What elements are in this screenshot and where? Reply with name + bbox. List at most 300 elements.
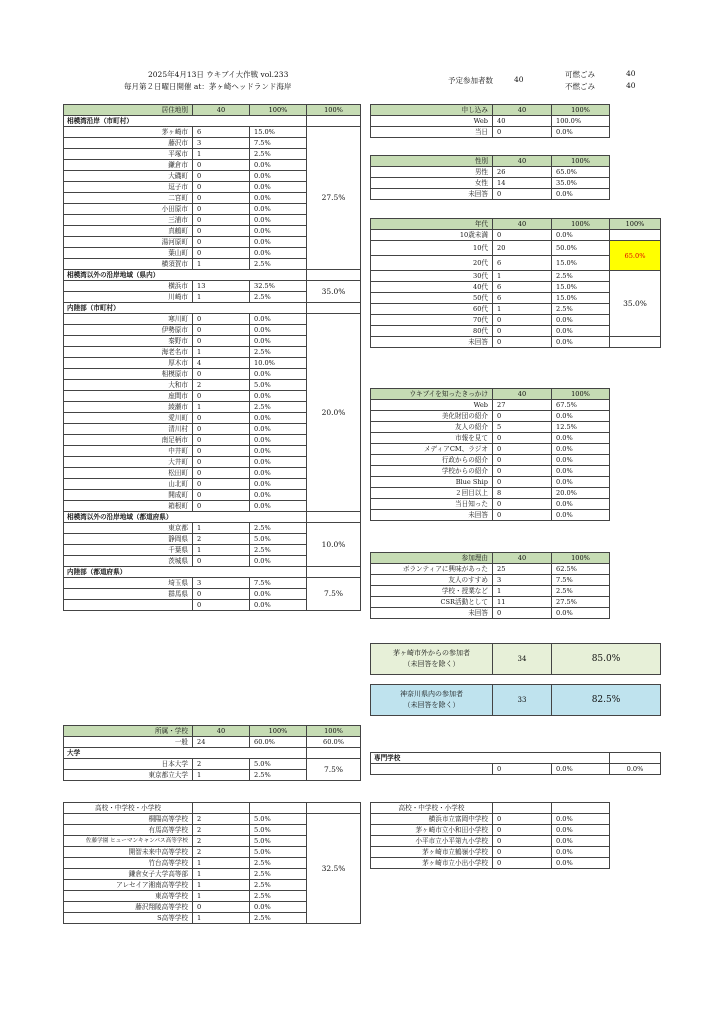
header-spacer — [552, 803, 610, 814]
region-pct: 0.0% — [250, 457, 307, 468]
region-name: 伊勢原市 — [64, 325, 193, 336]
header-cell: 居住地別 — [64, 105, 193, 116]
item-count: 40 — [493, 116, 552, 127]
burnable-value: 40 — [626, 69, 636, 78]
age-count: 0 — [493, 326, 552, 337]
region-name: 山北町 — [64, 479, 193, 490]
item-label: 未回答 — [371, 510, 493, 521]
header-spacer — [307, 803, 361, 814]
region-count: 0 — [193, 556, 250, 567]
header-cell: 100% — [552, 553, 610, 564]
item-count: 11 — [493, 597, 552, 608]
table-row — [64, 512, 361, 523]
school-count: 0 — [493, 814, 552, 825]
age-pct: 2.5% — [552, 304, 610, 315]
header-row — [371, 156, 610, 167]
gender-table — [370, 155, 610, 200]
age-pct: 0.0% — [552, 230, 610, 241]
reason-table — [370, 552, 610, 619]
vocational-name — [371, 764, 493, 775]
header-cell: 40 — [493, 389, 552, 400]
item-count: 0 — [493, 608, 552, 619]
header-row — [371, 389, 610, 400]
item-label: 行政からの紹介 — [371, 455, 493, 466]
university-total: 7.5% — [307, 759, 361, 781]
age-count: 0 — [493, 337, 552, 348]
table-row — [64, 814, 361, 825]
table-row — [371, 422, 610, 433]
item-count: 0 — [493, 433, 552, 444]
region-pct: 0.0% — [250, 435, 307, 446]
table-row — [64, 127, 361, 138]
age-table — [370, 218, 661, 348]
region-name: 厚木市 — [64, 358, 193, 369]
table-row — [64, 314, 361, 325]
school-name: 茅ヶ崎市立鶴嶺小学校 — [371, 847, 493, 858]
age-label: 10代 — [371, 241, 493, 256]
age-count: 0 — [493, 315, 552, 326]
table-row — [371, 178, 610, 189]
region-count: 0 — [193, 314, 250, 325]
region-name: 平塚市 — [64, 149, 193, 160]
item-pct: 35.0% — [552, 178, 610, 189]
in-kanagawa-box — [370, 684, 661, 716]
school-name: 藤沢翔陵高等学校 — [64, 902, 193, 913]
table-row — [64, 303, 361, 314]
age-group-30-plus: 35.0% — [610, 271, 661, 337]
table-row — [371, 803, 610, 814]
item-label: メディアCM、ラジオ — [371, 444, 493, 455]
region-pct: 2.5% — [250, 149, 307, 160]
table-row — [371, 400, 610, 411]
item-pct: 0.0% — [552, 608, 610, 619]
age-pct: 0.0% — [552, 337, 610, 348]
section-total: 35.0% — [307, 281, 361, 303]
region-pct: 0.0% — [250, 160, 307, 171]
university-count: 2 — [193, 759, 250, 770]
schools-total: 32.5% — [307, 814, 361, 924]
region-name: 川崎市 — [64, 292, 193, 303]
table-row — [371, 836, 610, 847]
region-pct: 0.0% — [250, 248, 307, 259]
schools-table-right — [370, 802, 610, 869]
region-name: 小田原市 — [64, 204, 193, 215]
outside-chigasaki-label: 茅ヶ崎市外からの参加者 — [393, 649, 470, 657]
school-name: 竹台高等学校 — [64, 858, 193, 869]
item-label: 学校からの紹介 — [371, 466, 493, 477]
table-row — [64, 523, 361, 534]
table-row — [371, 466, 610, 477]
section-total: 7.5% — [307, 578, 361, 611]
school-count: 1 — [193, 858, 250, 869]
trigger-table — [370, 388, 610, 521]
region-count: 1 — [193, 292, 250, 303]
region-count: 1 — [193, 545, 250, 556]
header-cell: 40 — [193, 105, 250, 116]
table-row — [371, 753, 661, 764]
region-pct: 0.0% — [250, 600, 307, 611]
application-table — [370, 104, 610, 138]
school-pct: 2.5% — [250, 880, 307, 891]
region-count: 0 — [193, 248, 250, 259]
residence-table — [63, 104, 361, 611]
region-pct: 0.0% — [250, 413, 307, 424]
region-name: 大井町 — [64, 457, 193, 468]
header-row — [371, 553, 610, 564]
section-total: 20.0% — [307, 314, 361, 512]
item-pct: 0.0% — [552, 455, 610, 466]
school-count: 0 — [493, 847, 552, 858]
region-count: 0 — [193, 424, 250, 435]
region-name: 寒川町 — [64, 314, 193, 325]
vocational-count: 0 — [493, 764, 552, 775]
region-name: 千葉県 — [64, 545, 193, 556]
item-pct: 0.0% — [552, 499, 610, 510]
table-row — [371, 858, 610, 869]
item-pct: 62.5% — [552, 564, 610, 575]
region-count: 2 — [193, 534, 250, 545]
region-pct: 0.0% — [250, 468, 307, 479]
region-pct: 0.0% — [250, 556, 307, 567]
region-pct: 0.0% — [250, 446, 307, 457]
region-name: 横浜市 — [64, 281, 193, 292]
table-row — [371, 167, 610, 178]
outside-chigasaki-pct: 85.0% — [552, 644, 661, 675]
item-label: 当日知った — [371, 499, 493, 510]
in-kanagawa-note: （未回答を除く） — [403, 701, 460, 709]
school-count: 0 — [493, 825, 552, 836]
region-pct: 0.0% — [250, 226, 307, 237]
item-pct: 20.0% — [552, 488, 610, 499]
school-pct: 0.0% — [552, 836, 610, 847]
table-row — [371, 575, 610, 586]
school-name: 開智未来中高等学校 — [64, 847, 193, 858]
region-count: 0 — [193, 237, 250, 248]
school-pct: 0.0% — [552, 847, 610, 858]
table-row — [371, 814, 610, 825]
table-row — [371, 230, 661, 241]
table-row — [371, 764, 661, 775]
school-pct: 0.0% — [250, 902, 307, 913]
age-label: 60代 — [371, 304, 493, 315]
table-row — [371, 271, 661, 282]
item-label: ボランティアに興味があった — [371, 564, 493, 575]
school-count: 2 — [193, 836, 250, 847]
age-count: 1 — [493, 271, 552, 282]
region-count: 13 — [193, 281, 250, 292]
item-pct: 100.0% — [552, 116, 610, 127]
age-pct: 0.0% — [552, 326, 610, 337]
item-label: 未回答 — [371, 608, 493, 619]
region-name: 大磯町 — [64, 171, 193, 182]
item-label: 男性 — [371, 167, 493, 178]
item-label: 市報を見て — [371, 433, 493, 444]
header-cell: 年代 — [371, 219, 493, 230]
age-pct: 15.0% — [552, 293, 610, 304]
header-cell: 40 — [493, 156, 552, 167]
region-pct: 15.0% — [250, 127, 307, 138]
region-count: 1 — [193, 259, 250, 270]
item-label: 当日 — [371, 127, 493, 138]
affiliation-label: 一般 — [64, 737, 193, 748]
table-row — [371, 337, 661, 348]
region-count: 0 — [193, 160, 250, 171]
age-count: 6 — [493, 293, 552, 304]
planned-participants-label: 予定参加者数 — [448, 76, 493, 85]
region-pct: 0.0% — [250, 204, 307, 215]
header-row — [371, 219, 661, 230]
age-label: 20代 — [371, 256, 493, 271]
item-label: Web — [371, 116, 493, 127]
event-schedule: 毎月第２日曜日開催 at：茅ヶ崎ヘッドランド海岸 — [124, 82, 292, 91]
item-count: 3 — [493, 575, 552, 586]
region-name: 横須賀市 — [64, 259, 193, 270]
nonburnable-value: 40 — [626, 81, 636, 90]
school-pct: 5.0% — [250, 847, 307, 858]
item-pct: 2.5% — [552, 586, 610, 597]
outside-chigasaki-count: 34 — [493, 644, 552, 675]
school-count: 1 — [193, 913, 250, 924]
region-pct: 10.0% — [250, 358, 307, 369]
region-pct: 32.5% — [250, 281, 307, 292]
region-name: 開成町 — [64, 490, 193, 501]
region-name: 鎌倉市 — [64, 160, 193, 171]
header-cell: 性別 — [371, 156, 493, 167]
region-name: 大和市 — [64, 380, 193, 391]
item-pct: 0.0% — [552, 444, 610, 455]
region-pct: 0.0% — [250, 193, 307, 204]
header-cell: 100% — [552, 156, 610, 167]
age-label: 70代 — [371, 315, 493, 326]
region-name: 湯河原町 — [64, 237, 193, 248]
table-row — [64, 567, 361, 578]
item-count: 5 — [493, 422, 552, 433]
section-spacer — [610, 753, 661, 764]
age-count: 6 — [493, 282, 552, 293]
section-spacer — [307, 512, 361, 523]
region-count: 0 — [193, 171, 250, 182]
region-pct: 2.5% — [250, 347, 307, 358]
header-cell: 100% — [610, 219, 661, 230]
school-count: 0 — [493, 836, 552, 847]
region-count: 0 — [193, 457, 250, 468]
burnable-label: 可燃ごみ — [565, 70, 595, 79]
region-name: 群馬県 — [64, 589, 193, 600]
item-label: ２回目以上 — [371, 488, 493, 499]
section-title: 専門学校 — [371, 753, 610, 764]
header-cell: 100% — [552, 105, 610, 116]
table-row — [64, 748, 361, 759]
region-count: 1 — [193, 523, 250, 534]
region-name: 愛川町 — [64, 413, 193, 424]
outside-chigasaki-note: （未回答を除く） — [403, 660, 460, 668]
region-pct: 0.0% — [250, 314, 307, 325]
region-count: 0 — [193, 479, 250, 490]
header-cell: 100% — [250, 726, 307, 737]
item-count: 0 — [493, 127, 552, 138]
item-pct: 0.0% — [552, 466, 610, 477]
age-label: 80代 — [371, 326, 493, 337]
table-row — [371, 488, 610, 499]
item-count: 0 — [493, 444, 552, 455]
item-count: 0 — [493, 189, 552, 200]
table-row — [371, 499, 610, 510]
region-name — [64, 600, 193, 611]
region-pct: 7.5% — [250, 138, 307, 149]
in-kanagawa-count: 33 — [493, 685, 552, 716]
university-name: 東京都立大学 — [64, 770, 193, 781]
section-title: 相模湾以外の沿岸地域（県内） — [64, 270, 307, 281]
region-count: 0 — [193, 501, 250, 512]
region-pct: 2.5% — [250, 545, 307, 556]
table-row — [371, 564, 610, 575]
university-name: 日本大学 — [64, 759, 193, 770]
header-cell: 100% — [552, 389, 610, 400]
section-title: 大学 — [64, 748, 307, 759]
nonburnable-label: 不燃ごみ — [565, 82, 595, 91]
section-total: 27.5% — [307, 127, 361, 270]
age-spacer — [610, 230, 661, 241]
item-label: 友人のすすめ — [371, 575, 493, 586]
region-name: 茨城県 — [64, 556, 193, 567]
age-count: 6 — [493, 256, 552, 271]
region-pct: 0.0% — [250, 182, 307, 193]
university-count: 1 — [193, 770, 250, 781]
header-cell: 参加理由 — [371, 553, 493, 564]
region-pct: 0.0% — [250, 171, 307, 182]
table-row — [64, 737, 361, 748]
region-pct: 0.0% — [250, 369, 307, 380]
table-row — [64, 578, 361, 589]
event-title: 2025年4月13日 ウキブイ大作戦 vol.233 — [148, 70, 289, 79]
region-name: 清川村 — [64, 424, 193, 435]
region-name: 秦野市 — [64, 336, 193, 347]
region-count: 0 — [193, 589, 250, 600]
school-name: 小平市立小平第九小学校 — [371, 836, 493, 847]
region-name: 綾瀬市 — [64, 402, 193, 413]
region-count: 0 — [193, 193, 250, 204]
school-name: 横浜市立富岡中学校 — [371, 814, 493, 825]
item-count: 14 — [493, 178, 552, 189]
table-row — [64, 270, 361, 281]
item-label: 女性 — [371, 178, 493, 189]
region-pct: 2.5% — [250, 292, 307, 303]
region-name: 松田町 — [64, 468, 193, 479]
age-spacer — [610, 337, 661, 348]
school-name: アレセイア湘南高等学校 — [64, 880, 193, 891]
header-cell: 100% — [307, 726, 361, 737]
table-row — [371, 477, 610, 488]
age-label: 40代 — [371, 282, 493, 293]
region-name: 葉山町 — [64, 248, 193, 259]
table-row — [371, 189, 610, 200]
region-pct: 0.0% — [250, 325, 307, 336]
region-name: 相模原市 — [64, 369, 193, 380]
school-pct: 2.5% — [250, 891, 307, 902]
school-pct: 2.5% — [250, 869, 307, 880]
item-pct: 7.5% — [552, 575, 610, 586]
header-cell: 所属・学校 — [64, 726, 193, 737]
region-count: 0 — [193, 204, 250, 215]
item-count: 1 — [493, 586, 552, 597]
region-pct: 2.5% — [250, 259, 307, 270]
schools-table-left — [63, 802, 361, 924]
school-count: 1 — [193, 869, 250, 880]
region-pct: 0.0% — [250, 336, 307, 347]
region-count: 0 — [193, 600, 250, 611]
section-total: 10.0% — [307, 523, 361, 567]
region-pct: 0.0% — [250, 501, 307, 512]
item-label: 学校・授業など — [371, 586, 493, 597]
age-label: 50代 — [371, 293, 493, 304]
region-pct: 0.0% — [250, 589, 307, 600]
section-spacer — [307, 303, 361, 314]
table-row — [371, 241, 661, 256]
age-count: 20 — [493, 241, 552, 256]
school-name: S高等学校 — [64, 913, 193, 924]
school-name: 鎌倉女子大学高等部 — [64, 869, 193, 880]
item-pct: 0.0% — [552, 411, 610, 422]
section-title: 相模湾以外の沿岸地域（都道府県） — [64, 512, 307, 523]
table-row — [371, 116, 610, 127]
table-row — [64, 803, 361, 814]
header-row — [371, 105, 610, 116]
region-count: 0 — [193, 468, 250, 479]
region-pct: 2.5% — [250, 523, 307, 534]
header-row — [64, 726, 361, 737]
item-label: 美化財団の紹介 — [371, 411, 493, 422]
region-name: 海老名市 — [64, 347, 193, 358]
section-spacer — [307, 116, 361, 127]
region-name: 藤沢市 — [64, 138, 193, 149]
region-count: 3 — [193, 138, 250, 149]
school-pct: 2.5% — [250, 913, 307, 924]
item-count: 0 — [493, 411, 552, 422]
region-name: 中井町 — [64, 446, 193, 457]
university-pct: 5.0% — [250, 759, 307, 770]
region-count: 0 — [193, 413, 250, 424]
header-row — [64, 105, 361, 116]
region-count: 0 — [193, 369, 250, 380]
item-label: 友人の紹介 — [371, 422, 493, 433]
item-pct: 0.0% — [552, 477, 610, 488]
item-count: 0 — [493, 466, 552, 477]
vocational-total: 0.0% — [610, 764, 661, 775]
age-pct: 15.0% — [552, 256, 610, 271]
table-row — [371, 825, 610, 836]
item-count: 0 — [493, 477, 552, 488]
outside-chigasaki-box — [370, 643, 661, 675]
item-pct: 0.0% — [552, 433, 610, 444]
university-pct: 2.5% — [250, 770, 307, 781]
item-pct: 67.5% — [552, 400, 610, 411]
school-pct: 5.0% — [250, 825, 307, 836]
in-kanagawa-label: 神奈川県内の参加者 — [400, 690, 463, 698]
school-pct: 2.5% — [250, 858, 307, 869]
region-count: 0 — [193, 215, 250, 226]
school-count: 2 — [193, 847, 250, 858]
age-label: 未回答 — [371, 337, 493, 348]
affiliation-count: 24 — [193, 737, 250, 748]
region-count: 0 — [193, 226, 250, 237]
school-name: 佐藤学園 ヒューマンキャンパス高等学校 — [64, 836, 193, 847]
header-cell: 100% — [250, 105, 307, 116]
header-spacer — [250, 803, 307, 814]
school-name: 有馬高等学校 — [64, 825, 193, 836]
region-count: 2 — [193, 380, 250, 391]
region-pct: 0.0% — [250, 215, 307, 226]
header-cell: 100% — [307, 105, 361, 116]
